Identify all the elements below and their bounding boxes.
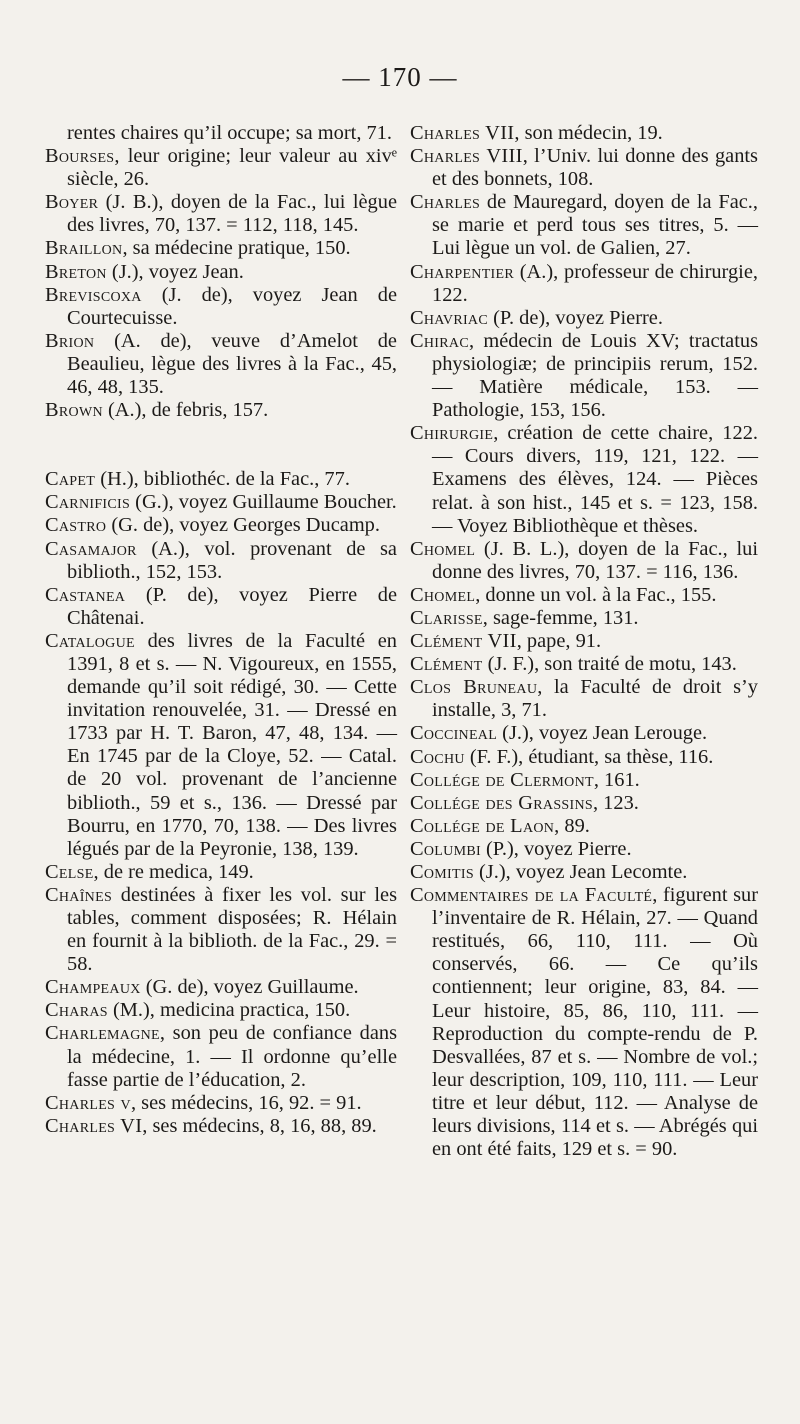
entry-text: , ses médecins, 16, 92. = 91.	[130, 1091, 362, 1114]
entry-text: , 89.	[554, 814, 590, 837]
entry-text: (G.), voyez Guillaume Boucher.	[130, 491, 397, 514]
entry-headword: Chaînes	[45, 883, 113, 906]
index-entry	[45, 284, 397, 330]
entry-text: (J. de), voyez Jean de Courtecuisse.	[67, 283, 397, 329]
entry-headword: Celse	[45, 860, 94, 883]
entry-headword: Chavriac	[410, 306, 488, 329]
entry-headword: Braillon	[45, 237, 123, 260]
index-entry	[410, 122, 758, 145]
index-entry	[45, 1092, 397, 1115]
entry-headword: Breton	[45, 260, 107, 283]
entry-text: (J. F.), son traité de motu, 143.	[482, 653, 737, 676]
index-entry	[45, 884, 397, 976]
entry-text: , donne un vol. à la Fac., 155.	[475, 583, 717, 606]
entry-text: (J. B. L.), doyen de la Fac., lui donne des livres, 70, 137. = 116, 136.	[432, 537, 758, 583]
index-entry	[45, 399, 397, 422]
index-entry	[410, 861, 758, 884]
index-entry	[410, 422, 758, 537]
index-entry	[410, 838, 758, 861]
entry-text: (G. de), voyez Guillaume.	[140, 976, 359, 999]
index-entry	[45, 861, 397, 884]
entry-headword: Charles VII	[410, 122, 515, 144]
index-entry	[410, 330, 758, 422]
entry-headword: Brown	[45, 399, 103, 422]
entry-text: destinées à fixer les vol. sur les tables, comment disposées; R. Hélain en fournit à la biblioth. de la Fac., 29. = 58.	[67, 883, 397, 976]
index-entry	[45, 491, 397, 514]
index-entry	[410, 769, 758, 792]
entry-headword: Brion	[45, 329, 95, 352]
entry-headword: Clément	[410, 653, 483, 676]
entry-text: , 161.	[593, 768, 640, 791]
index-entry	[45, 514, 397, 537]
entry-headword: Clarisse	[410, 606, 483, 629]
entry-headword: Charles VI	[45, 1114, 143, 1137]
index-entry	[410, 884, 758, 1161]
entry-headword: Boyer	[45, 191, 99, 214]
entry-headword: Collége des Grassins	[410, 791, 593, 814]
entry-text: (J. B.), doyen de la Fac., lui lègue des livres, 70, 137. = 112, 118, 145.	[67, 191, 397, 237]
entry-text: (G. de), voyez Georges Ducamp.	[106, 514, 380, 537]
entry-headword: Charles v	[45, 1091, 131, 1114]
entry-text: (H.), bibliothéc. de la Fac., 77.	[95, 468, 350, 491]
entry-text: , de re medica, 149.	[93, 860, 254, 883]
index-entry	[45, 999, 397, 1022]
entry-headword: Chirac	[410, 329, 469, 352]
entry-headword: Bourses	[45, 145, 115, 168]
entry-text: , médecin de Louis XV; tractatus physiologiæ; de principiis rerum, 152. — Matière médicale, 153. — Pathologie, 153, 156.	[432, 329, 758, 422]
index-entry	[410, 538, 758, 584]
index-entry	[410, 630, 758, 653]
entry-text: (M.), medicina practica, 150.	[107, 999, 351, 1022]
entry-headword: Casamajor	[45, 537, 137, 560]
entry-text: (A. de), veuve d’Amelot de Beaulieu, lègue des livres à la Fac., 45, 46, 48, 135.	[67, 329, 397, 399]
entry-headword: Chirurgie	[410, 422, 494, 445]
entry-text: , son peu de confiance dans la médecine, 1. — Il ordonne qu’elle fasse partie de l’éducation, 2.	[67, 1022, 397, 1091]
index-entry	[45, 584, 397, 630]
index-entry	[410, 815, 758, 838]
entry-text: (J.), voyez Jean Lecomte.	[473, 861, 688, 883]
index-entry	[410, 607, 758, 630]
index-entry	[45, 976, 397, 999]
index-entry	[410, 584, 758, 607]
entry-headword: Champeaux	[45, 976, 141, 999]
entry-text: , son médecin, 19.	[514, 122, 663, 144]
page-number-header: — 170 —	[342, 62, 458, 92]
index-entry	[45, 145, 397, 191]
entry-headword: Charpentier	[410, 260, 515, 283]
entry-text: (A.), professeur de chirurgie, 122.	[432, 260, 758, 306]
entry-text: , sage-femme, 131.	[482, 606, 639, 629]
index-entry	[410, 145, 758, 191]
index-entry	[410, 653, 758, 676]
entry-text: (J.), voyez Jean Lerouge.	[497, 722, 708, 745]
index-entry	[410, 722, 758, 745]
entry-headword: Chomel	[410, 537, 476, 560]
index-column-right	[410, 122, 758, 1161]
entry-headword: Cochu	[410, 745, 465, 768]
entry-text: (P. de), voyez Pierre de Châtenai.	[67, 583, 397, 629]
entry-headword: Comitis	[410, 861, 474, 883]
index-entry	[45, 261, 397, 284]
entry-headword: Charles VIII	[410, 145, 523, 168]
entry-headword: Chomel	[410, 583, 476, 606]
index-entry	[45, 1022, 397, 1091]
entry-headword: Castanea	[45, 583, 126, 606]
index-entry	[45, 237, 397, 260]
index-entry	[45, 538, 397, 584]
index-entry	[410, 676, 758, 722]
index-entry	[45, 630, 397, 861]
index-entry	[45, 191, 397, 237]
index-entry	[410, 307, 758, 330]
entry-text: , l’Univ. lui donne des gants et des bonnets, 108.	[432, 145, 758, 191]
entry-text: , la Faculté de droit s’y installe, 3, 71.	[432, 676, 758, 722]
entry-headword: Breviscoxa	[45, 283, 142, 306]
entry-headword: Charles	[410, 191, 481, 214]
entry-text: , 123.	[592, 791, 639, 814]
entry-text: rentes chaires qu’il occupe; sa mort, 71.	[67, 122, 393, 144]
index-entry	[45, 330, 397, 399]
index-column-left	[45, 122, 397, 1138]
entry-headword: Castro	[45, 514, 107, 537]
entry-headword: Charas	[45, 999, 108, 1022]
entry-headword: Collége de Laon	[410, 814, 555, 837]
entry-text: , pape, 91.	[516, 630, 602, 653]
entry-headword: Carnificis	[45, 491, 131, 514]
entry-text: (P. de), voyez Pierre.	[487, 306, 663, 329]
entry-headword: Columbi	[410, 837, 481, 860]
entry-headword: Commentaires de la Faculté	[410, 884, 653, 907]
entry-headword: Clément VII	[410, 630, 517, 653]
index-entry	[410, 792, 758, 815]
index-entry	[410, 261, 758, 307]
entry-headword: Catalogue	[45, 629, 135, 652]
entry-text: (A.), vol. provenant de sa biblioth., 152, 153.	[67, 537, 397, 583]
index-entry	[45, 1115, 397, 1138]
entry-headword: Clos Bruneau	[410, 676, 538, 699]
entry-headword: Coccineal	[410, 722, 498, 745]
index-entry	[410, 746, 758, 769]
entry-text: (P.), voyez Pierre.	[480, 837, 632, 860]
entry-text: , ses médecins, 8, 16, 88, 89.	[142, 1114, 377, 1137]
entry-text: (A.), de febris, 157.	[102, 399, 269, 422]
entry-headword: Capet	[45, 468, 96, 491]
index-entry	[45, 122, 397, 145]
index-entry	[45, 468, 397, 491]
entry-text: (J.), voyez Jean.	[106, 260, 244, 283]
entry-text: , leur origine; leur valeur au xivᵉ siècle, 26.	[67, 145, 397, 191]
entry-text: de Mauregard, doyen de la Fac., se marie et perd tous ses titres, 5. — Lui lègue un vol. de Galien, 27.	[432, 191, 758, 260]
letter-section-gap	[45, 422, 397, 468]
entry-text: des livres de la Faculté en 1391, 8 et s. — N. Vigoureux, en 1555, demande qu’il soit rédigé, 30. — Cette invitation renouvelée, 31. — Dressé en 1733 par H. T. Baron, 47, 48, 134. — En 1745 par de la Cloye, 52. — Catal. de 20 vol. provenant de l’ancienne biblioth., 59 et s., 136. — Dressé par Bourru, en 1770, 70, 138. — Des livres légués par de la Peyronie, 138, 139.	[67, 629, 397, 860]
entry-text: , création de cette chaire, 122. — Cours divers, 119, 121, 122. — Examens des élèves, 124. — Pièces relat. à son hist., 145 et s. = 123, 158. — Voyez Bibliothèque et thèses.	[432, 422, 758, 537]
entry-text: (F. F.), étudiant, sa thèse, 116.	[464, 745, 714, 768]
entry-headword: Collége de Clermont	[410, 768, 594, 791]
entry-text: , figurent sur l’inventaire de R. Hélain, 27. — Quand restitués, 66, 110, 111. — Où conservés, 66. — Ce qu’ils contiennent; leur origine, 83, 84. — Leur histoire, 85, 86, 110, 111. — Reproduction du compte-rendu de P. Desvallées, 87 et s. — Nombre de vol.; leur description, 109, 110, 111. — Leur titre et leur début, 112. — Analyse de leurs divisions, 114 et s. — Abrégés qui en ont été faits, 129 et s. = 90.	[432, 884, 758, 1161]
entry-headword: Charlemagne	[45, 1022, 160, 1045]
entry-text: , sa médecine pratique, 150.	[122, 237, 351, 260]
index-entry	[410, 191, 758, 260]
